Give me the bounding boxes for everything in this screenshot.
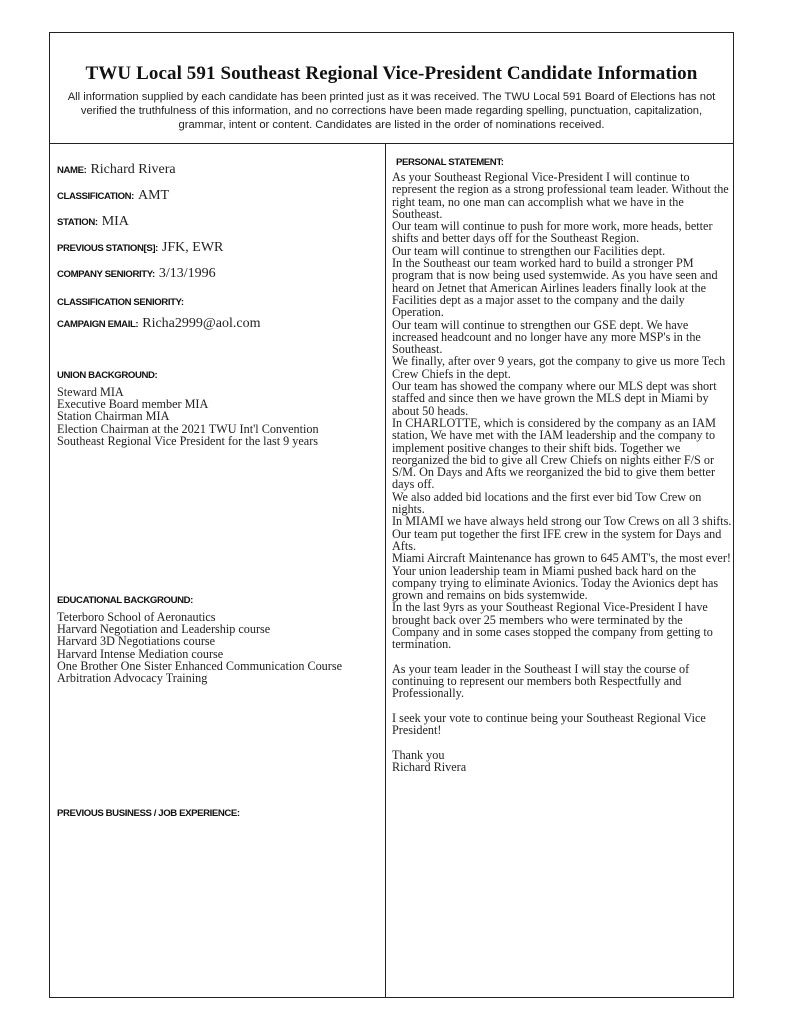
statement-paragraph: In the last 9yrs as your Southeast Regional Vice-President I have brought back over 25 members who were terminated by the Company and in some cases stopped the company from getting to termination. <box>392 600 713 652</box>
list-item: Executive Board member MIA <box>57 397 209 412</box>
statement-paragraph: We finally, after over 9 years, got the company to give us more Tech Crew Chiefs in the dept. <box>392 354 726 381</box>
field-label: CLASSIFICATION SENIORITY: <box>57 297 184 308</box>
campaign-email-value: Richa2999@aol.com <box>142 316 261 331</box>
statement-paragraph: Our team will continue to push for more work, more heads, better shifts and better days off for the Southeast Region. <box>392 219 713 246</box>
field-company-seniority <box>57 264 216 282</box>
list-item: Harvard Negotiation and Leadership course <box>57 622 271 637</box>
field-label: CAMPAIGN EMAIL: <box>57 319 139 330</box>
field-station <box>57 212 129 230</box>
field-label: CLASSIFICATION: <box>57 191 134 202</box>
statement-paragraph: In MIAMI we have always held strong our Tow Crews on all 3 shifts. Our team put together the first IFE crew in the system for Days and Afts. <box>392 514 732 553</box>
personal-statement-label: PERSONAL STATEMENT: <box>396 157 504 168</box>
classification-value: AMT <box>137 188 170 203</box>
list-item: Steward MIA <box>57 385 124 399</box>
field-label: PREVIOUS STATION[S]: <box>57 243 158 254</box>
candidate-info-form <box>49 32 734 998</box>
statement-paragraph: We also added bid locations and the first ever bid Tow Crew on nights. <box>392 489 702 517</box>
statement-paragraph: I seek your vote to continue being your Southeast Regional Vice President! <box>392 711 706 738</box>
statement-paragraph: Our team will continue to strengthen our GSE dept. We have increased headcount and no longer have any more MSP's in the Southeast. <box>392 317 701 357</box>
statement-paragraph: Our team will continue to strengthen our Facilities dept. <box>392 243 666 258</box>
list-item: Station Chairman MIA <box>57 409 170 424</box>
field-previous-stations <box>57 238 223 256</box>
list-item: Election Chairman at the 2021 TWU Int'l Convention <box>57 421 319 436</box>
statement-paragraph: In CHARLOTTE, which is considered by the company as an IAM station, We have met with the IAM leadership and the company to implement positive changes to their shift bids. Together we reorganized the bid to give all Crew Chiefs on nights either F/S or S/M. On Days and Afts we reorganized the bid to give them better days off. <box>392 415 716 492</box>
field-classification <box>57 186 169 204</box>
union-background-list <box>57 386 319 447</box>
field-name <box>57 160 176 178</box>
statement-paragraph: In the Southeast our team worked hard to build a stronger PM program that is now being used systemwide. As you have seen and heard on Jetnet that American Airlines leaders finally look at the Facilities dept as a major asset to the company and the daily Operation. <box>392 256 718 320</box>
field-classification-seniority <box>57 292 188 310</box>
statement-paragraph: Your union leadership team in Miami pushed back hard on the company trying to eliminate Avionics. Today the Avionics dept has grown and remains on bids systemwide. <box>392 563 719 603</box>
disclaimer-text: All information supplied by each candidate has been printed just as it was received. The TWU Local 591 Board of Elections has not verified the truthfulness of this information, and no corrections have been made regarding spelling, punctuation, capitalization, grammar, intent or content. Candidates are listed in the order of nominations received. <box>67 91 716 131</box>
list-item: One Brother One Sister Enhanced Communication Course <box>57 658 342 673</box>
statement-paragraph: As your team leader in the Southeast I will stay the course of continuing to represent our members both Respectfully and Professionally. <box>392 661 690 701</box>
educational-background-label: EDUCATIONAL BACKGROUND: <box>57 595 193 606</box>
statement-closing: Thank you <box>392 747 445 762</box>
list-item: Harvard 3D Negotiations course <box>57 634 216 649</box>
list-item: Teterboro School of Aeronautics <box>57 610 216 624</box>
union-background-label: UNION BACKGROUND: <box>57 370 158 381</box>
candidate-name: Richard Rivera <box>90 162 176 177</box>
company-seniority-value: 3/13/1996 <box>158 266 216 281</box>
candidate-details-column <box>50 144 386 997</box>
list-item: Harvard Intense Mediation course <box>57 646 224 661</box>
personal-statement-column <box>386 144 733 997</box>
statement-paragraph: As your Southeast Regional Vice-President I will continue to represent the region as a strong professional team leader. Without the right team, no one man can accomplish what we have in the Southeast. <box>392 170 729 221</box>
field-campaign-email <box>57 314 261 332</box>
form-header <box>50 33 733 144</box>
statement-paragraph: Our team has showed the company where our MLS dept was short staffed and since then we have grown the MLS dept in Miami by about 50 heads. <box>392 379 717 418</box>
station-value: MIA <box>101 214 129 229</box>
list-item: Southeast Regional Vice President for the last 9 years <box>57 433 319 448</box>
field-label: COMPANY SENIORITY: <box>57 269 155 280</box>
page-title: TWU Local 591 Southeast Regional Vice-President Candidate Information <box>85 63 698 84</box>
previous-stations-value: JFK, EWR <box>161 240 224 255</box>
field-label: STATION: <box>57 217 98 228</box>
statement-paragraph: Miami Aircraft Maintenance has grown to 645 AMT's, the most ever! <box>392 551 731 566</box>
job-experience-label: PREVIOUS BUSINESS / JOB EXPERIENCE: <box>57 808 240 819</box>
statement-signature: Richard Rivera <box>392 760 467 775</box>
personal-statement-text <box>392 171 732 774</box>
field-label: NAME: <box>57 165 87 176</box>
educational-background-list <box>57 611 342 684</box>
list-item: Arbitration Advocacy Training <box>57 671 208 686</box>
